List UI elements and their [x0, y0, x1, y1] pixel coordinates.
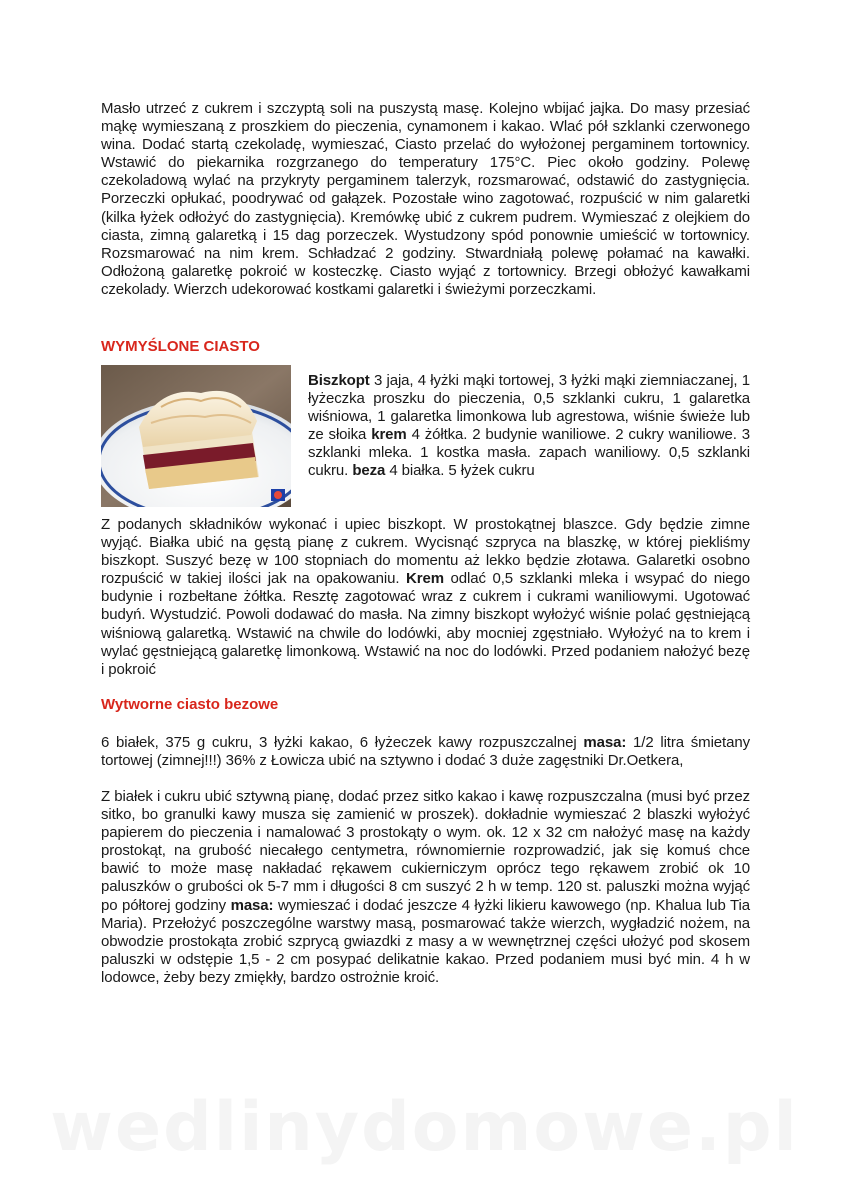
wymyslone-method-2: odlać 0,5 szklanki mleka i wsypać do niego budynie i rozbełtane żółtka. Resztę zagotować wraz z cukrem i cukrami waniliowymi. Ugotować budyń. Wystudzić. Powoli dodawać do masła. Na zimny biszkopt wyłożyć wiśnie polać gęstniejącą wiśniową galaretką. Wstawić na chwile do lodówki, aby mocniej zgęstniało. Wyłożyć na to krem i wylać gęstniejącą galaretkę limonkową. Wstawić na noc do lodówki. Przed podaniem nałożyć bezę i pokroić — [101, 570, 750, 678]
cake-slice-photo — [101, 365, 291, 507]
beza-text: 4 białka. 5 łyżek cukru — [385, 462, 535, 480]
masa-label-1: masa: — [583, 734, 627, 751]
masa-label-2: masa: — [230, 896, 274, 914]
method-krem-label: Krem — [405, 570, 444, 588]
wytworne-method-2: wymieszać i dodać jeszcze 4 łyżki likieru kawowego (np. Khalua lub Tia Maria). Przełożyć poszczególne warstwy masą, posmarować także wierzch, wygładzić nożem, na obwodzie prostokąta zrobić szprycą gwiazdki z masy a w wewnętrznej części ułożyć pod skosem paluszki w odstępie 1,5 - 2 cm posypać delikatnie kakao. Przed podaniem musi być min. 4 h w lodowce, żeby bezy zmiękły, bardzo ostrożnie kroić. — [101, 896, 750, 986]
wytworne-ingredients-1: 6 białek, 375 g cukru, 3 łyżki kakao, 6 łyżeczek kawy rozpuszczalnej — [101, 734, 584, 751]
beza-label: beza — [352, 462, 386, 480]
wymyslone-ingredients — [308, 372, 750, 481]
wytworne-ingredients — [101, 734, 750, 770]
recipe-paragraph-1: Masło utrzeć z cukrem i szczyptą soli na puszystą masę. Kolejno wbijać jajka. Do masy przesiać mąkę wymieszaną z proszkiem do pieczenia, cynamonem i kakao. Wlać pół szklanki czerwonego wina. Dodać startą czekoladę, wymieszać, Ciasto przelać do wyłożonej pergaminem tortownicy. Wstawić do piekarnika rozgrzanego do temperatury 175°C. Piec około godziny. Polewę czekoladową wylać na przykryty pergaminem talerzyk, rozsmarować, odstawić do zastygnięcia. Porzeczki opłukać, poodrywać od gałązek. Pozostałe wino zagotować, rozpuścić w nim galaretki (kilka łyżek odłożyć do zastygnięcia). Kremówkę ubić z cukrem pudrem. Wymieszać z olejkiem do ciasta, zimną galaretką i 15 dag porzeczek. Wystudzony spód ponownie umieścić w tortownicy. Rozsmarować na nim krem. Schładzać 2 godziny. Stwardniałą polewę połamać na kawałki. Odłożoną galaretkę pokroić w kosteczkę. Ciasto wyjąć z tortownicy. Brzegi obłożyć kawałkami czekolady. Wierzch udekorować kostkami galaretki i świeżymi porzeczkami. — [101, 100, 750, 298]
biszkopt-label: Biszkopt — [308, 372, 370, 389]
krem-text: 4 żółtka. 2 budynie waniliowe. 2 cukry waniliowe. 3 szklanki mleka. 1 kostka masła. zapach waniliowy. 0,5 szklanki cukru. — [308, 426, 750, 480]
section-title-wymyslone-ciasto: WYMYŚLONE CIASTO — [101, 338, 260, 355]
krem-label: krem — [371, 426, 407, 444]
section-title-wytworne-ciasto: Wytworne ciasto bezowe — [101, 696, 279, 713]
wytworne-method-1: Z białek i cukru ubić sztywną pianę, dodać przez sitko kakao i kawę rozpuszczalna (musi być przez sitko, bo granulki kawy musza się zamienić w proszek). dokładnie wymieszać 2 blaszki wyłożyć papierem do pieczenia i namalować 3 prostokąty o wym. ok. 12 x 32 cm nałożyć masę na każdy prostokąt, na grubość niecałego centymetra, równomiernie rozprowadzić, jak się komuś chce bawić to może masę nakładać rękawem cukierniczym oprócz tego rękawem zrobić ok 10 paluszków o grubości ok 5-7 mm i długości 8 cm suszyć 2 h w temp. 120 st. paluszki można wyjąć po półtorej godziny — [101, 788, 750, 914]
watermark-text: wedlinydomowe.pl — [50, 1088, 799, 1167]
biszkopt-text: 3 jaja, 4 łyżki mąki tortowej, 3 łyżki mąki ziemniaczanej, 1 łyżeczka proszku do pieczenia, 0,5 szklanki cukru, 1 galaretka wiśniowa, 1 galaretka limonkowa lub agrestowa, wiśnie świeże lub ze słoika — [308, 372, 750, 444]
recipe-page — [101, 100, 750, 986]
wytworne-method — [101, 788, 750, 987]
wytworne-ingredients-2: 1/2 litra śmietany tortowej (zimnej!!!) 36% z Łowicza ubić na sztywno i dodać 3 duże zagęstniki Dr.Oetkera, — [101, 734, 750, 770]
wymyslone-method-1: Z podanych składników wykonać i upiec biszkopt. W prostokątnej blaszce. Gdy będzie zimne wyjąć. Białka ubić na gęstą pianę z cukrem. Wycisnąć szpryca na blaszkę, w której piekliśmy biszkopt. Suszyć bezę w 100 stopniach do momentu aż lekko będzie złotawa. Galaretki osobno rozpuścić w takiej ilości jak na opakowaniu. — [101, 516, 750, 588]
wymyslone-ingredients-text — [308, 372, 750, 481]
wymyslone-method — [101, 516, 750, 679]
